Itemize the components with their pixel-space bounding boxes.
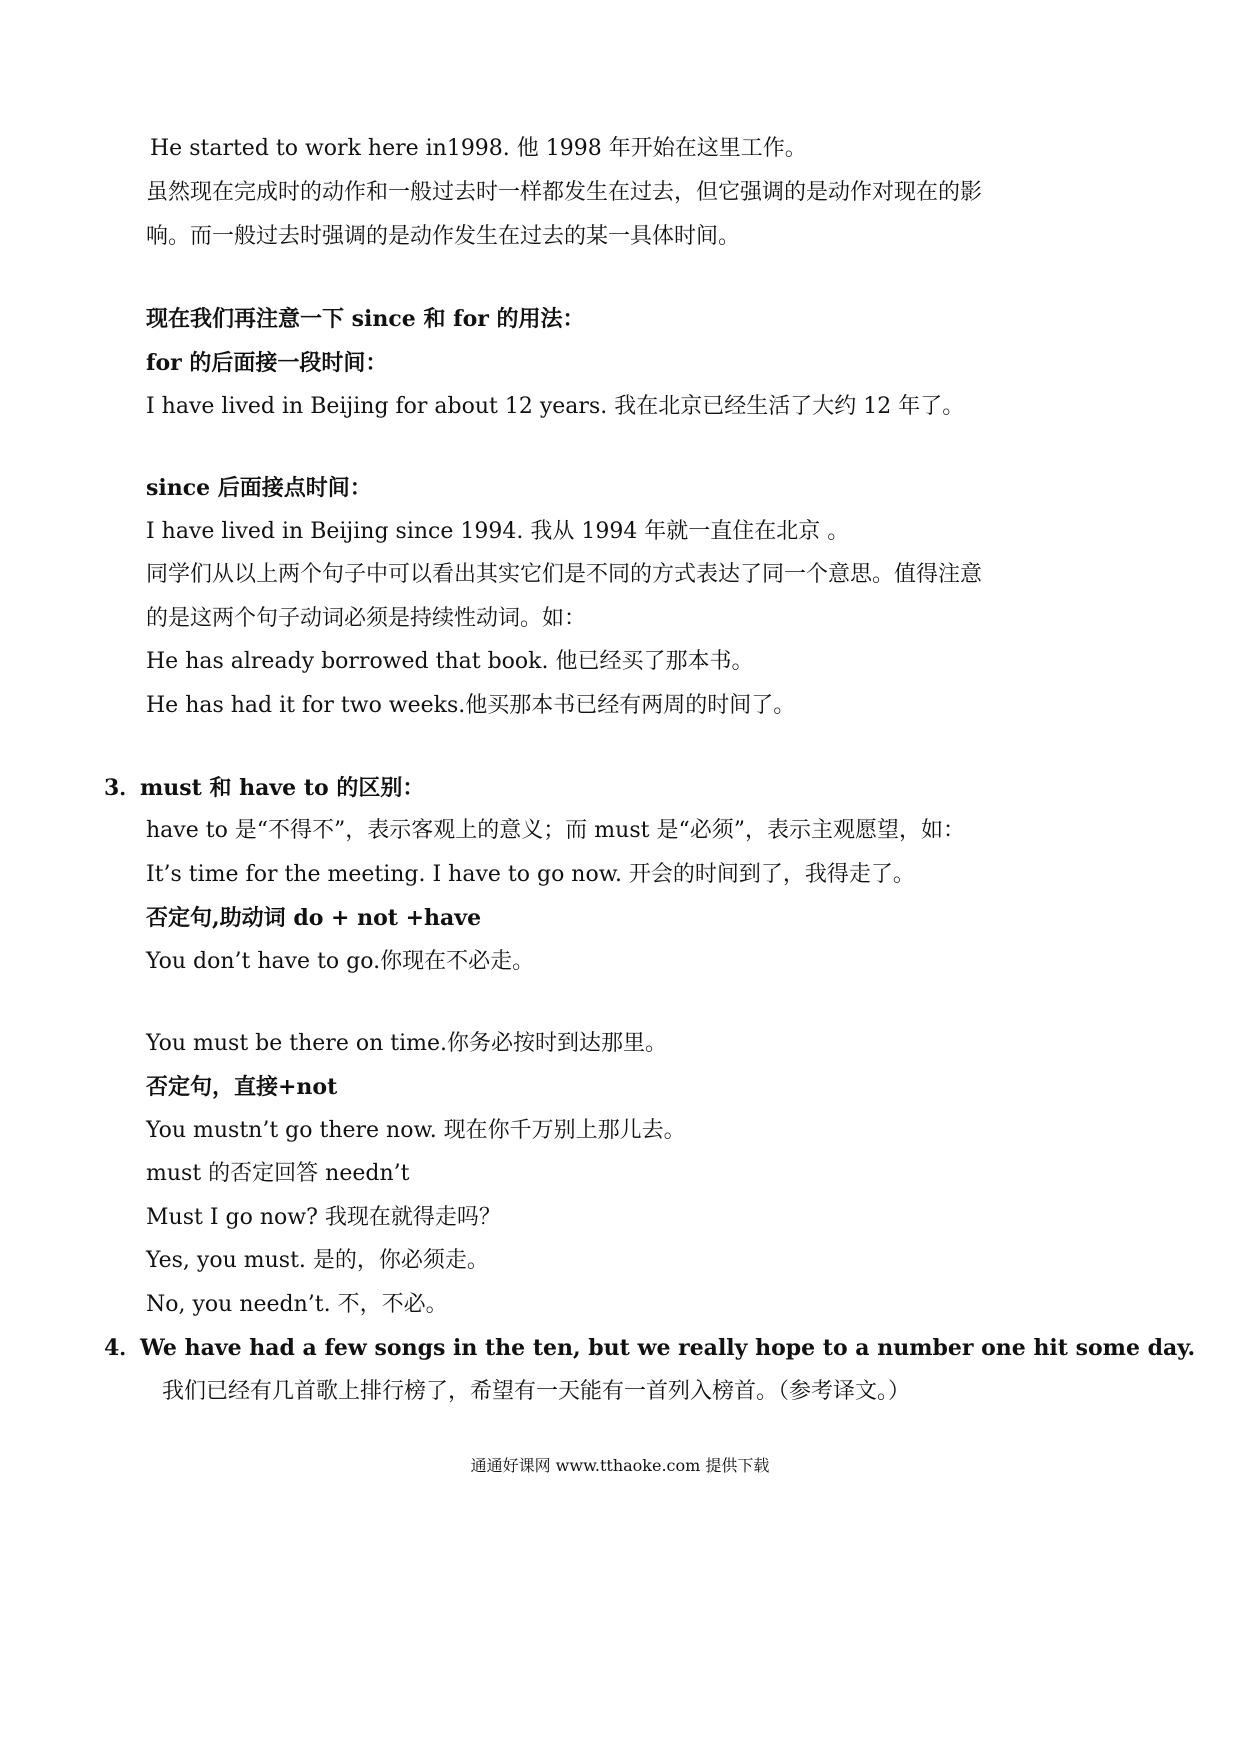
section-4-number: 4． [104,1335,142,1361]
example-1: He has already borrowed that book. 他已经买了那本书。 [146,649,754,674]
section-3-line-2: It’s time for the meeting. I have to go now. 开会的时间到了，我得走了。 [146,862,915,887]
footer-text: 通通好课网 www.tthaoke.com 提供下载 [470,1456,770,1475]
note-line-1: 同学们从以上两个句子中可以看出其实它们是不同的方式表达了同一个意思。值得注意 [146,562,983,587]
must-example: You must be there on time.你务必按时到达那里。 [146,1031,667,1056]
answer-no: No, you needn’t. 不，不必。 [146,1292,448,1317]
example-2: He has had it for two weeks.他买那本书已经有两周的时间了。 [146,693,796,718]
since-heading: since 后面接点时间： [146,475,372,501]
since-example: I have lived in Beijing since 1994. 我从 1994 年就一直住在北京 。 [146,519,850,544]
negative-1-heading: 否定句,助动词 do + not +have [146,905,482,931]
negative-2-example: You mustn’t go there now. 现在你千万别上那儿去。 [146,1118,686,1143]
for-example: I have lived in Beijing for about 12 years. 我在北京已经生活了大约 12 年了。 [146,394,965,419]
intro-line-2: 虽然现在完成时的动作和一般过去时一样都发生在过去，但它强调的是动作对现在的影 [146,180,983,205]
intro-line-3: 响。而一般过去时强调的是动作发生在过去的某一具体时间。 [146,224,741,249]
answer-yes: Yes, you must. 是的，你必须走。 [146,1248,489,1273]
section-3-line-1: have to 是“不得不”，表示客观上的意义；而 must 是“必须”，表示主观愿望，如： [146,818,965,843]
negative-1-example: You don’t have to go.你现在不必走。 [146,949,535,974]
question: Must I go now? 我现在就得走吗？ [146,1205,501,1230]
section-3-heading: must 和 have to 的区别： [140,775,425,801]
negative-2-heading: 否定句，直接+not [146,1074,338,1100]
section-3-number: 3． [104,775,142,801]
section-4-translation: 我们已经有几首歌上排行榜了，希望有一天能有一首列入榜首。（参考译文。） [162,1379,911,1404]
note-line-2: 的是这两个句子动词必须是持续性动词。如： [146,606,587,631]
section-4-sentence: We have had a few songs in the ten, but we really hope to a number one hit some day. [140,1335,1196,1361]
intro-line-1: He started to work here in1998. 他 1998 年开始在这里工作。 [150,136,807,161]
since-for-heading: 现在我们再注意一下 since 和 for 的用法： [146,306,585,332]
answer-note: must 的否定回答 needn’t [146,1161,410,1186]
for-heading: for 的后面接一段时间： [146,350,388,376]
